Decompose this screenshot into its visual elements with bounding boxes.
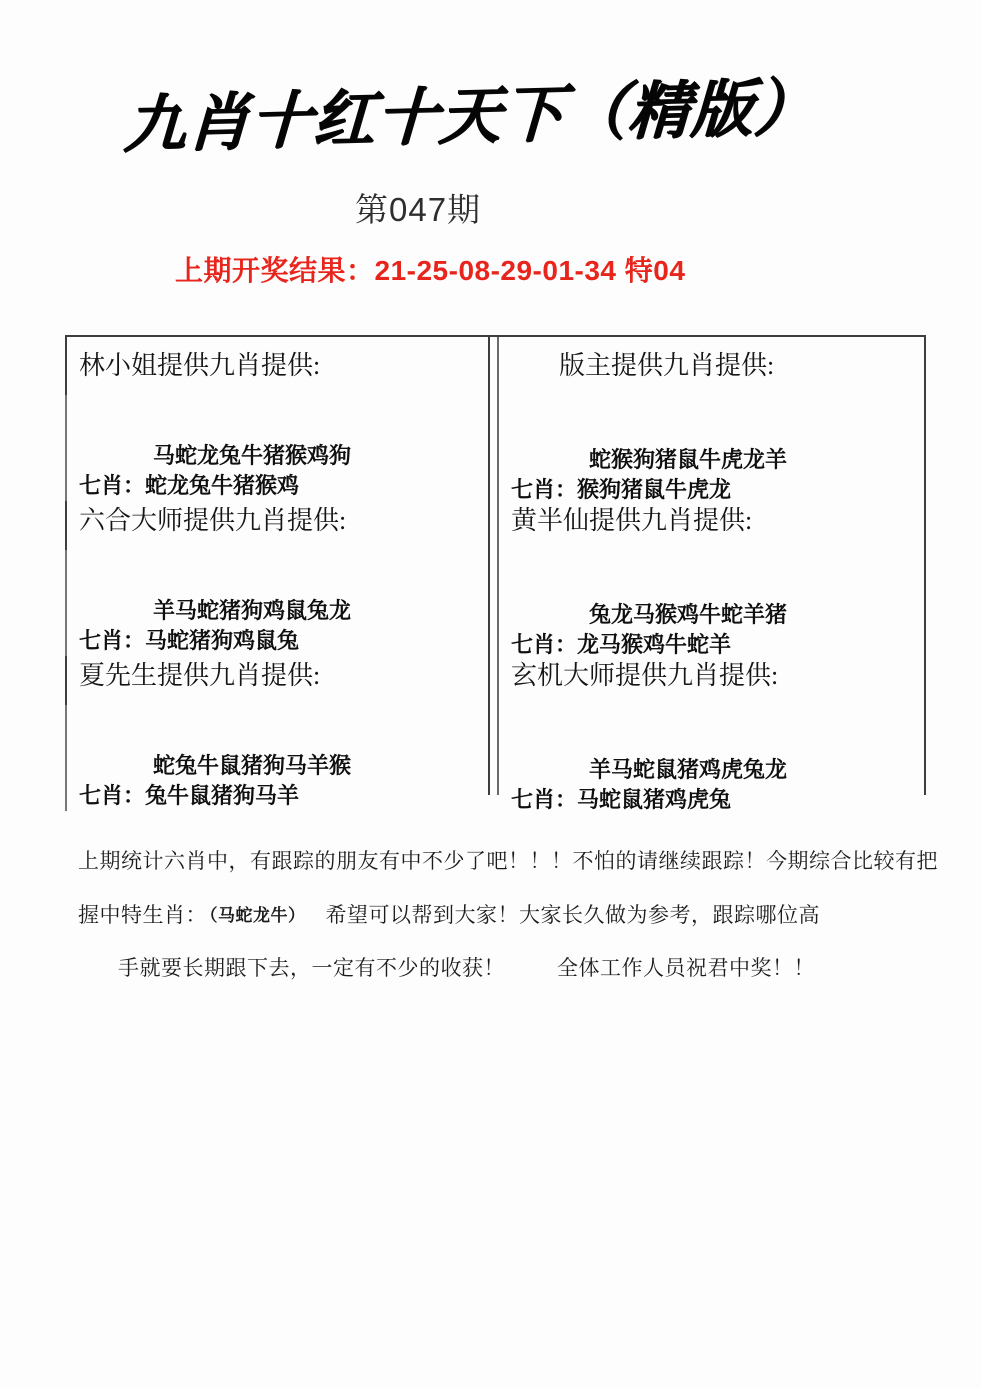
provider-section-liuhedashi xyxy=(67,504,486,656)
seven-zodiac-line: 七肖：龙马猴鸡牛蛇羊 xyxy=(511,632,732,657)
last-draw-result: 上期开奖结果：21-25-08-29-01-34 特04 xyxy=(175,255,686,286)
nine-zodiac-line: 兔龙马猴鸡牛蛇羊猪 xyxy=(589,602,788,627)
provider-name: 六合大师提供九肖提供: xyxy=(79,506,347,535)
provider-name: 玄机大师提供九肖提供: xyxy=(511,661,779,690)
provider-name: 林小姐提供九肖提供: xyxy=(79,351,321,380)
provider-name: 黄半仙提供九肖提供: xyxy=(511,506,753,535)
nine-zodiac-line: 蛇兔牛鼠猪狗马羊猴 xyxy=(153,753,352,778)
seven-zodiac-line: 七肖：兔牛鼠猪狗马羊 xyxy=(79,783,300,808)
footer-note-line2 xyxy=(78,899,820,929)
footer-note-line3 xyxy=(118,952,815,982)
issue-number: 第047期 xyxy=(355,191,482,228)
provider-name: 夏先生提供九肖提供: xyxy=(79,661,321,690)
special-zodiac-pick: （马蛇龙牛） xyxy=(209,906,306,925)
tips-box xyxy=(65,335,926,812)
footer-note-line2-prefix: 握中特生肖： xyxy=(78,903,207,927)
provider-section-xuanjidashi xyxy=(501,659,924,811)
seven-zodiac-line: 七肖：蛇龙兔牛猪猴鸡 xyxy=(79,473,300,498)
provider-name: 版主提供九肖提供: xyxy=(559,351,775,380)
page-title: 九肖十红十天下（精版） xyxy=(122,73,819,161)
nine-zodiac-line: 羊马蛇猪狗鸡鼠兔龙 xyxy=(153,598,352,623)
footer-note-line2-rest: 希望可以帮到大家！大家长久做为参考，跟踪哪位高 xyxy=(325,903,820,927)
nine-zodiac-line: 马蛇龙兔牛猪猴鸡狗 xyxy=(153,443,352,468)
seven-zodiac-line: 七肖：马蛇鼠猪鸡虎兔 xyxy=(511,787,732,812)
nine-zodiac-line: 羊马蛇鼠猪鸡虎兔龙 xyxy=(589,757,788,782)
column-divider-inner xyxy=(497,337,499,795)
seven-zodiac-line: 七肖：猴狗猪鼠牛虎龙 xyxy=(511,477,732,502)
footer-note-line3-left: 手就要长期跟下去，一定有不少的收获！ xyxy=(118,956,505,980)
provider-section-banzhu xyxy=(501,349,924,501)
nine-zodiac-line: 蛇猴狗猪鼠牛虎龙羊 xyxy=(589,447,788,472)
provider-section-xiaxiansheng xyxy=(67,659,486,811)
seven-zodiac-line: 七肖：马蛇猪狗鸡鼠兔 xyxy=(79,628,300,653)
provider-section-linxiaojie xyxy=(67,349,486,501)
footer-note-line1: 上期统计六肖中，有跟踪的朋友有中不少了吧！！！不怕的请继续跟踪！今期综合比较有把 xyxy=(78,849,938,873)
provider-section-huangbanxian xyxy=(501,504,924,656)
footer-note-line3-right: 全体工作人员祝君中奖！！ xyxy=(557,956,815,980)
column-divider xyxy=(488,337,490,795)
